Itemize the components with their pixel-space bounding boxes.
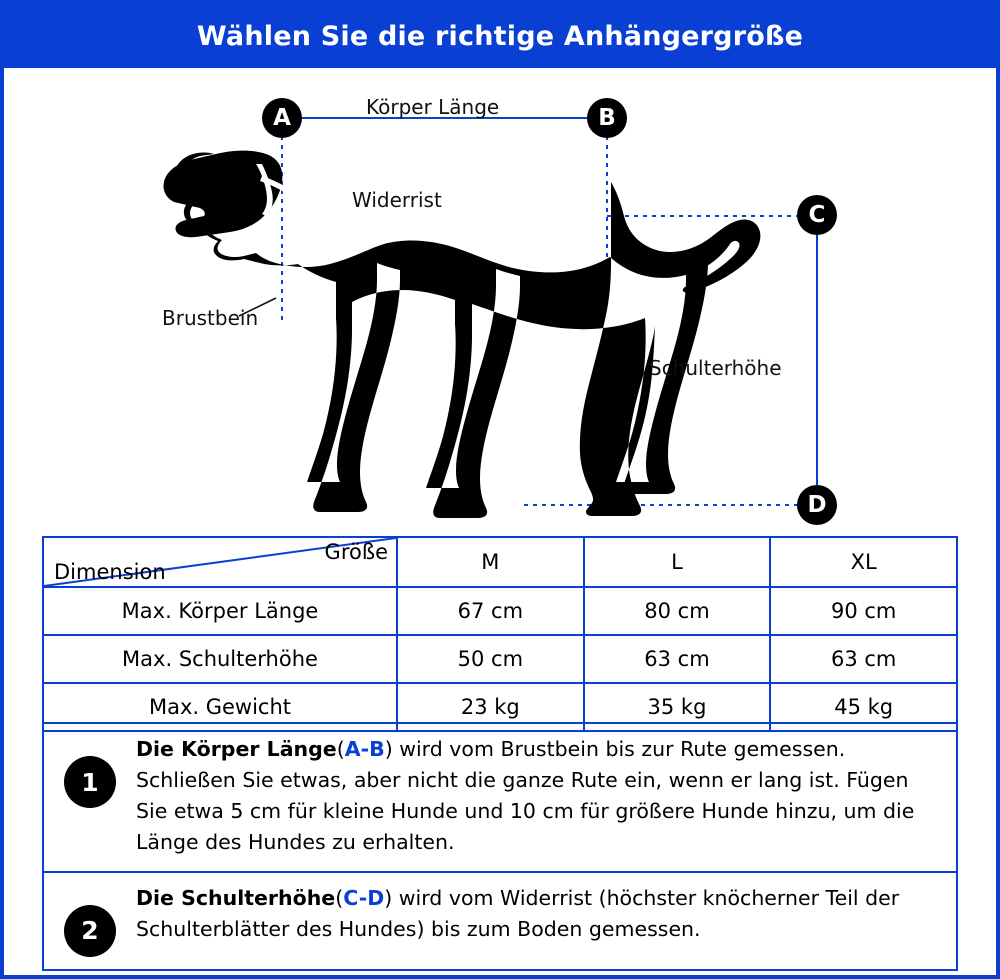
dog-silhouette (163, 151, 760, 518)
note-text (136, 734, 956, 859)
note-title: Die Körper Länge (136, 737, 337, 761)
note-body: wird vom Brustbein bis zur Rute gemessen. Schließen Sie etwas, aber nicht die ganze Rute ein, wenn er lang ist. Fügen Sie etwa 5 cm für kleine Hunde und 10 cm für größere Hunde hinzu, um die Länge des Hundes zu erhalten. (136, 737, 915, 855)
table-col-header-m: M (397, 537, 584, 587)
table-col-header-l: L (584, 537, 771, 587)
row-label-weight: Max. Gewicht (43, 683, 397, 731)
cell-body-length-l: 80 cm (584, 587, 771, 635)
table-row (43, 587, 957, 635)
note-number-wrapper (44, 883, 136, 957)
label-shoulder-height: Schulterhöhe (649, 356, 782, 380)
note-code-close: ) (384, 885, 393, 910)
note-title: Die Schulterhöhe (136, 885, 336, 910)
size-table (42, 536, 958, 732)
cell-weight-l: 35 kg (584, 683, 771, 731)
marker-b: B (587, 98, 627, 138)
label-sternum: Brustbein (162, 306, 259, 330)
table-header-row (43, 537, 957, 587)
marker-a: A (262, 98, 302, 138)
row-label-shoulder-height: Max. Schulterhöhe (43, 635, 397, 683)
cell-body-length-xl: 90 cm (770, 587, 957, 635)
note-code-close: ) (384, 737, 393, 761)
label-withers: Widerrist (352, 188, 442, 212)
table-corner-dimension-label: Dimension (54, 560, 166, 584)
table-row (43, 635, 957, 683)
label-body-length: Körper Länge (366, 95, 500, 119)
note-number-badge: 1 (64, 756, 116, 808)
size-table-wrapper (42, 536, 958, 732)
note-code-open: ( (336, 737, 345, 761)
cell-weight-m: 23 kg (397, 683, 584, 731)
note-body: wird vom Widerrist (höchster knöcherner Teil der Schulterblätter des Hundes) bis zum Boden gemessen. (136, 885, 900, 941)
dog-measurement-diagram (4, 68, 996, 530)
cell-body-length-m: 67 cm (397, 587, 584, 635)
marker-d: D (797, 485, 837, 525)
note-code: A-B (344, 737, 385, 761)
note-text (136, 883, 956, 945)
page-title: Wählen Sie die richtige Anhängergröße (196, 20, 804, 52)
row-label-body-length: Max. Körper Länge (43, 587, 397, 635)
table-corner-cell (43, 537, 397, 587)
table-col-header-xl: XL (770, 537, 957, 587)
note-number-wrapper (44, 734, 136, 808)
notes-section (42, 722, 958, 971)
marker-c: C (797, 195, 837, 235)
dog-diagram-svg (4, 68, 996, 530)
note-code: C-D (343, 885, 385, 910)
note-item (42, 722, 958, 873)
cell-weight-xl: 45 kg (770, 683, 957, 731)
table-corner-size-label: Größe (324, 540, 388, 564)
cell-shoulder-height-l: 63 cm (584, 635, 771, 683)
note-code-open: ( (335, 885, 344, 910)
cell-shoulder-height-m: 50 cm (397, 635, 584, 683)
page-header (4, 4, 996, 68)
note-number-badge: 2 (64, 905, 116, 957)
note-item (42, 873, 958, 971)
cell-shoulder-height-xl: 63 cm (770, 635, 957, 683)
